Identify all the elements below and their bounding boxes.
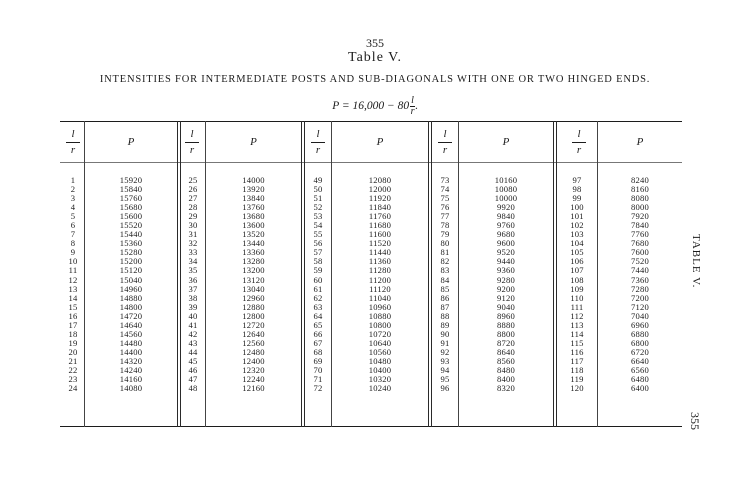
ratio-cell: 88: [440, 310, 450, 321]
intensity-cell: 6720: [631, 346, 649, 357]
ratio-cell: 12: [68, 274, 78, 285]
intensity-cell: 15760: [119, 193, 143, 204]
ratio-cell: 80: [440, 238, 450, 249]
intensity-cell: 13040: [242, 283, 265, 294]
ratio-cell: 27: [188, 193, 198, 204]
intensity-cell: 15920: [119, 175, 143, 185]
intensity-cell: 9600: [497, 238, 515, 249]
ratio-cell: 25: [188, 175, 198, 185]
ratio-cell: 52: [313, 202, 323, 213]
intensity-cell: 9840: [497, 211, 515, 222]
intensity-cell: 12800: [242, 310, 265, 321]
ratio-cell: 87: [440, 301, 450, 312]
ratio-cell: 26: [188, 184, 198, 195]
intensity-cell: 10160: [494, 175, 518, 185]
intensity-cell: 8880: [497, 319, 515, 330]
ratio-cell: 115: [570, 337, 584, 348]
ratio-cell: 29: [188, 211, 198, 222]
ratio-cell: 111: [570, 301, 584, 312]
page-number-top: 355: [366, 36, 384, 50]
ratio-cell: 43: [188, 337, 198, 348]
ratio-cell: 117: [570, 355, 584, 366]
ratio-cell: 118: [570, 364, 584, 375]
header-intensity: P: [127, 136, 135, 148]
ratio-cell: 50: [313, 184, 323, 195]
ratio-cell: 2: [70, 184, 76, 195]
intensity-cell: 10800: [368, 319, 392, 330]
intensity-cell: 15360: [119, 238, 143, 249]
intensity-cell: 8080: [631, 193, 649, 204]
intensity-column: [332, 176, 428, 393]
ratio-cell: 105: [570, 247, 584, 258]
ratio-cell: 9: [70, 247, 76, 258]
intensity-cell: 15280: [119, 247, 143, 258]
intensity-cell: 13840: [242, 193, 265, 204]
ratio-cell: 85: [440, 283, 450, 294]
intensity-cell: 15680: [119, 202, 143, 213]
header-intensity: P: [502, 136, 510, 148]
intensity-cell: 8160: [631, 184, 649, 195]
intensity-cell: 7280: [631, 283, 649, 294]
intensity-cell: 10720: [368, 328, 392, 339]
ratio-cell: 64: [313, 310, 323, 321]
intensity-cell: 6800: [631, 337, 649, 348]
intensity-cell: 6640: [631, 355, 649, 366]
intensity-cell: 14080: [119, 383, 143, 394]
ratio-cell: 96: [440, 383, 450, 394]
ratio-cell: 22: [68, 364, 78, 375]
ratio-column: [305, 176, 331, 393]
intensity-cell: 10880: [368, 310, 392, 321]
ratio-cell: 89: [440, 319, 450, 330]
ratio-cell: 14: [68, 292, 78, 303]
intensity-cell: 13200: [242, 265, 265, 276]
ratio-cell: 5: [70, 211, 76, 222]
ratio-cell: 76: [440, 202, 450, 213]
ratio-cell: 58: [313, 256, 323, 267]
ratio-cell: 34: [188, 256, 198, 267]
intensity-cell: 6400: [631, 383, 649, 394]
ratio-cell: 120: [570, 383, 584, 394]
intensity-cell: 8640: [497, 346, 515, 357]
intensity-cell: 10640: [368, 337, 392, 348]
intensity-cell: 7360: [631, 274, 649, 285]
intensity-cell: 7680: [631, 238, 649, 249]
ratio-cell: 18: [68, 328, 78, 339]
header-ratio: l r: [572, 128, 586, 157]
intensity-cell: 7200: [631, 292, 649, 303]
ratio-cell: 3: [70, 193, 76, 204]
ratio-cell: 103: [570, 229, 584, 240]
ratio-cell: 106: [570, 256, 584, 267]
intensity-cell: 15600: [119, 211, 143, 222]
intensity-cell: 14880: [119, 292, 143, 303]
intensity-cell: 15840: [119, 184, 143, 195]
header-intensity: P: [376, 136, 384, 148]
header-ratio: l r: [185, 128, 199, 157]
ratio-cell: 112: [570, 310, 584, 321]
intensity-cell: 11600: [368, 229, 392, 240]
intensity-cell: 11680: [368, 220, 392, 231]
intensity-cell: 9040: [497, 301, 515, 312]
intensity-cell: 15440: [119, 229, 143, 240]
intensity-cell: 8000: [631, 202, 649, 213]
intensity-cell: 7040: [631, 310, 649, 321]
intensity-cell: 12640: [242, 328, 265, 339]
intensity-cell: 10080: [494, 184, 518, 195]
intensity-column: [85, 176, 177, 393]
intensity-cell: 6560: [631, 364, 649, 375]
intensity-cell: 9440: [497, 256, 515, 267]
ratio-cell: 1: [70, 175, 76, 185]
ratio-cell: 45: [188, 355, 198, 366]
ratio-cell: 62: [313, 292, 323, 303]
intensity-cell: 10480: [368, 355, 392, 366]
intensity-cell: 14480: [119, 337, 143, 348]
intensity-cell: 14240: [119, 364, 143, 375]
intensity-cell: 13760: [242, 202, 265, 213]
ratio-column: [62, 176, 84, 393]
ratio-cell: 23: [68, 374, 78, 385]
ratio-column: [557, 176, 597, 393]
table-top-rule: [60, 121, 682, 122]
group-divider: [301, 121, 302, 427]
intensity-cell: 12480: [242, 346, 265, 357]
intensity-cell: 12160: [242, 383, 265, 394]
intensity-cell: 11120: [369, 283, 391, 294]
formula-fraction-num: l: [411, 95, 414, 106]
intensity-cell: 9280: [497, 274, 515, 285]
intensity-cell: 6960: [631, 319, 649, 330]
intensity-cell: 10320: [368, 374, 392, 385]
ratio-cell: 86: [440, 292, 450, 303]
ratio-cell: 98: [572, 184, 582, 195]
intensity-cell: 7120: [631, 301, 649, 312]
ratio-cell: 108: [570, 274, 584, 285]
intensity-cell: 13600: [242, 220, 265, 231]
intensity-cell: 13280: [242, 256, 265, 267]
ratio-cell: 113: [570, 319, 584, 330]
intensity-cell: 7600: [631, 247, 649, 258]
ratio-cell: 109: [570, 283, 584, 294]
intensity-column: [459, 176, 553, 393]
ratio-cell: 53: [313, 211, 323, 222]
intensity-cell: 8480: [497, 364, 515, 375]
ratio-cell: 71: [313, 374, 323, 385]
ratio-cell: 56: [313, 238, 323, 249]
header-intensity: P: [250, 136, 257, 148]
ratio-cell: 90: [440, 328, 450, 339]
ratio-cell: 70: [313, 364, 323, 375]
intensity-cell: 9760: [497, 220, 515, 231]
intensity-cell: 14160: [119, 374, 143, 385]
formula-end: .: [414, 100, 418, 113]
header-ratio: l r: [438, 128, 452, 157]
ratio-cell: 116: [570, 346, 584, 357]
intensity-cell: 11840: [368, 202, 392, 213]
intensity-cell: 10960: [368, 301, 392, 312]
intensity-cell: 11040: [368, 292, 392, 303]
intensity-cell: 9920: [497, 202, 515, 213]
header-ratio: l r: [311, 128, 325, 157]
ratio-cell: 44: [188, 346, 198, 357]
intensity-cell: 13680: [242, 211, 265, 222]
ratio-cell: 82: [440, 256, 450, 267]
ratio-cell: 8: [70, 238, 76, 249]
header-ratio: l r: [66, 128, 80, 157]
ratio-cell: 55: [313, 229, 323, 240]
ratio-cell: 6: [70, 220, 76, 231]
intensity-cell: 10560: [368, 346, 392, 357]
intensity-cell: 13360: [242, 247, 265, 258]
ratio-cell: 49: [313, 175, 323, 185]
ratio-cell: 33: [188, 247, 198, 258]
ratio-cell: 11: [68, 265, 78, 276]
group-divider: [177, 121, 178, 427]
table-bottom-rule: [60, 426, 682, 427]
intensity-cell: 11920: [368, 193, 392, 204]
ratio-cell: 36: [188, 274, 198, 285]
ratio-cell: 93: [440, 355, 450, 366]
ratio-cell: 97: [572, 175, 582, 185]
ratio-cell: 13: [68, 283, 78, 294]
intensity-cell: 10000: [494, 193, 518, 204]
ratio-column: [181, 176, 205, 393]
intensity-cell: 8800: [497, 328, 515, 339]
intensity-cell: 9200: [497, 283, 515, 294]
group-divider: [553, 121, 554, 427]
intensity-cell: 10400: [368, 364, 392, 375]
ratio-cell: 75: [440, 193, 450, 204]
intensity-cell: 6880: [631, 328, 649, 339]
header-intensity: P: [636, 136, 644, 148]
ratio-cell: 110: [570, 292, 584, 303]
intensity-cell: 14320: [119, 355, 143, 366]
ratio-cell: 24: [68, 383, 78, 394]
ratio-cell: 91: [440, 337, 450, 348]
ratio-cell: 47: [188, 374, 198, 385]
intensity-cell: 9120: [497, 292, 515, 303]
intensity-cell: 8240: [631, 175, 649, 185]
ratio-cell: 10: [68, 256, 78, 267]
intensity-cell: 15120: [119, 265, 143, 276]
ratio-cell: 48: [188, 383, 198, 394]
ratio-cell: 95: [440, 374, 450, 385]
ratio-cell: 119: [570, 374, 584, 385]
intensity-cell: 12320: [242, 364, 265, 375]
ratio-column: [432, 176, 458, 393]
intensity-cell: 13920: [242, 184, 265, 195]
intensity-cell: 14400: [119, 346, 143, 357]
ratio-cell: 40: [188, 310, 198, 321]
ratio-cell: 81: [440, 247, 450, 258]
intensity-cell: 6480: [631, 374, 649, 385]
ratio-cell: 99: [572, 193, 582, 204]
intensity-cell: 11280: [368, 265, 392, 276]
formula-fraction-den: r: [410, 106, 415, 117]
ratio-cell: 79: [440, 229, 450, 240]
intensity-cell: 11520: [368, 238, 392, 249]
ratio-cell: 19: [68, 337, 78, 348]
intensity-column: [598, 176, 682, 393]
intensity-cell: 8400: [497, 374, 515, 385]
intensity-cell: 14640: [119, 319, 143, 330]
ratio-cell: 30: [188, 220, 198, 231]
intensity-cell: 7440: [631, 265, 649, 276]
intensity-cell: 11360: [368, 256, 392, 267]
intensity-cell: 8720: [497, 337, 515, 348]
intensity-cell: 8320: [497, 383, 515, 394]
table-subtitle: INTENSITIES FOR INTERMEDIATE POSTS AND SUB-DIAGONALS WITH ONE OR TWO HINGED ENDS.: [99, 74, 651, 85]
ratio-cell: 15: [68, 301, 78, 312]
intensity-cell: 11760: [368, 211, 392, 222]
ratio-cell: 78: [440, 220, 450, 231]
table-title: Table V.: [348, 50, 402, 65]
intensity-cell: 12720: [242, 319, 265, 330]
ratio-cell: 57: [313, 247, 323, 258]
intensity-cell: 8960: [497, 310, 515, 321]
intensity-cell: 15040: [119, 274, 143, 285]
ratio-cell: 46: [188, 364, 198, 375]
ratio-cell: 32: [188, 238, 198, 249]
ratio-cell: 4: [70, 202, 76, 213]
intensity-cell: 9360: [497, 265, 515, 276]
ratio-cell: 67: [313, 337, 323, 348]
ratio-cell: 72: [313, 383, 323, 394]
ratio-cell: 28: [188, 202, 198, 213]
intensity-cell: 9520: [497, 247, 515, 258]
intensity-cell: 7840: [631, 220, 649, 231]
intensity-cell: 14720: [119, 310, 143, 321]
ratio-cell: 104: [570, 238, 584, 249]
intensity-cell: 11200: [368, 274, 392, 285]
ratio-cell: 51: [313, 193, 323, 204]
intensity-cell: 12960: [242, 292, 265, 303]
intensity-column: [206, 176, 301, 393]
ratio-cell: 17: [68, 319, 78, 330]
intensity-cell: 7760: [631, 229, 649, 240]
intensity-cell: 12240: [242, 374, 265, 385]
ratio-cell: 74: [440, 184, 450, 195]
intensity-cell: 14000: [242, 175, 265, 185]
ratio-cell: 7: [70, 229, 76, 240]
intensity-cell: 14560: [119, 328, 143, 339]
intensity-cell: 9680: [497, 229, 515, 240]
ratio-cell: 77: [440, 211, 450, 222]
intensity-cell: 12880: [242, 301, 265, 312]
ratio-cell: 83: [440, 265, 450, 276]
ratio-cell: 101: [570, 211, 584, 222]
intensity-cell: 14960: [119, 283, 143, 294]
ratio-cell: 66: [313, 328, 323, 339]
intensity-cell: 13440: [242, 238, 265, 249]
formula: [0, 96, 750, 117]
ratio-cell: 20: [68, 346, 78, 357]
ratio-cell: 102: [570, 220, 584, 231]
intensity-cell: 10240: [368, 383, 392, 394]
ratio-cell: 38: [188, 292, 198, 303]
ratio-cell: 92: [440, 346, 450, 357]
intensity-cell: 12400: [242, 355, 265, 366]
intensity-cell: 8560: [497, 355, 515, 366]
intensity-cell: 11440: [368, 247, 392, 258]
ratio-cell: 65: [313, 319, 323, 330]
intensity-cell: 13520: [242, 229, 265, 240]
ratio-cell: 37: [188, 283, 198, 294]
ratio-cell: 35: [188, 265, 198, 276]
ratio-cell: 100: [570, 202, 584, 213]
intensity-cell: 15520: [119, 220, 143, 231]
ratio-cell: 73: [440, 175, 450, 185]
ratio-cell: 107: [570, 265, 584, 276]
ratio-cell: 69: [313, 355, 323, 366]
formula-text: P = 16,000 − 80: [332, 100, 410, 113]
ratio-cell: 63: [313, 301, 323, 312]
ratio-cell: 61: [313, 283, 323, 294]
intensity-cell: 12080: [368, 175, 392, 185]
ratio-cell: 59: [313, 265, 323, 276]
ratio-cell: 94: [440, 364, 450, 375]
ratio-cell: 114: [570, 328, 584, 339]
intensity-cell: 12000: [368, 184, 392, 195]
ratio-cell: 39: [188, 301, 198, 312]
intensity-cell: 13120: [242, 274, 265, 285]
intensity-cell: 14800: [119, 301, 143, 312]
table-header-rule: [60, 162, 682, 163]
ratio-cell: 16: [68, 310, 78, 321]
ratio-cell: 21: [68, 355, 78, 366]
ratio-cell: 60: [313, 274, 323, 285]
ratio-cell: 68: [313, 346, 323, 357]
intensity-cell: 12560: [242, 337, 265, 348]
ratio-cell: 84: [440, 274, 450, 285]
intensity-cell: 7520: [631, 256, 649, 267]
ratio-cell: 41: [188, 319, 198, 330]
intensity-cell: 15200: [119, 256, 143, 267]
intensity-cell: 7920: [631, 211, 649, 222]
group-divider: [428, 121, 429, 427]
ratio-cell: 42: [188, 328, 198, 339]
ratio-cell: 31: [188, 229, 198, 240]
ratio-cell: 54: [313, 220, 323, 231]
